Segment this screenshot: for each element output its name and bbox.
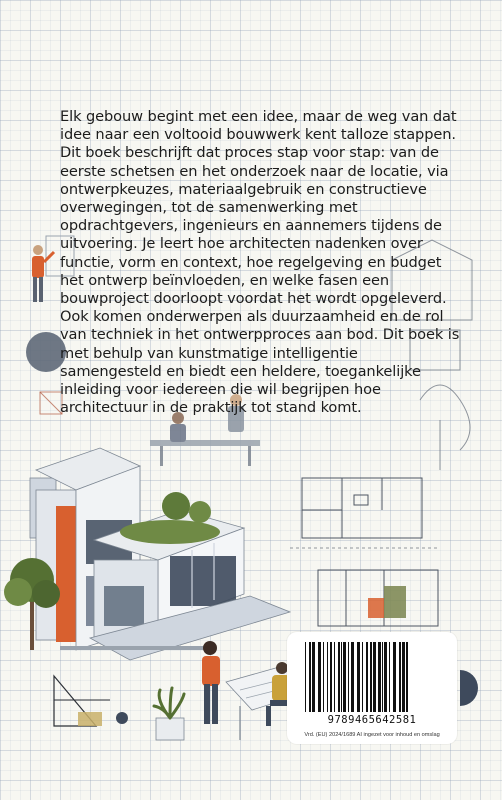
barcode-bar (366, 642, 368, 712)
barcode-bar (406, 642, 408, 712)
barcode-bar (318, 642, 321, 712)
back-cover-blurb: Elk gebouw begint met een idee, maar de weg van dat idee naar een voltooid bouwwerk kent talloze stappen. Dit boek beschrijft dat proces stap voor stap: van de eerste schetsen en het onderzoek naar de locatie, via ontwerpkeuzes, materiaalgebruik en constructieve overwegingen, tot de samenwerking met opdrachtgevers, ingenieurs en aannemers tijdens de uitvoering. Je leert hoe architecten nadenken over functie, vorm en context, hoe regelgeving en budget het ontwerp beïnvloeden, en welke fasen een bouwproject doorloopt voordat het wordt opgeleverd. Ook komen onderwerpen als duurzaamheid en de rol van techniek in het ontwerpproces aan bod. Dit boek is met behulp van kunstmatige intelligentie samengesteld en biedt een heldere, toegankelijke inleiding voor iedereen die wil begrijpen hoe architectuur in de praktijk tot stand komt. (60, 108, 460, 417)
barcode-bar (334, 642, 335, 712)
isbn-number: 9789465642581 (327, 714, 417, 726)
floor-plan-sketch (290, 478, 440, 626)
barcode-bar (305, 642, 306, 712)
barcode-bar (348, 642, 349, 712)
ai-disclosure-note: Vrd. (EU) 2024/1689 AI ingezet voor inhoud en omslag (304, 732, 440, 738)
barcode-bar (338, 642, 340, 712)
barcode-bar (362, 642, 363, 712)
barcode-bar (341, 642, 342, 712)
barcode-bar (351, 642, 354, 712)
barcode-bar (370, 642, 372, 712)
barcode-bar (378, 642, 381, 712)
barcode-bar (330, 642, 332, 712)
barcode-bar (382, 642, 383, 712)
barcode-bar (384, 642, 387, 712)
barcode-bar (312, 642, 315, 712)
potted-plant (154, 688, 184, 740)
barcode-bar (373, 642, 376, 712)
barcode-bars (303, 642, 441, 712)
barcode-bar (323, 642, 324, 712)
geometry-sketch (54, 676, 128, 726)
barcode-bar (399, 642, 401, 712)
barcode-bar (402, 642, 405, 712)
barcode-bar (327, 642, 328, 712)
barcode-bar (343, 642, 346, 712)
barcode-bar (309, 642, 311, 712)
barcode-bar (357, 642, 360, 712)
decor-half-circle (460, 670, 478, 706)
isbn-barcode-panel (287, 632, 457, 744)
barcode-bar (389, 642, 390, 712)
barcode-bar (393, 642, 396, 712)
building-illustration (30, 448, 290, 660)
